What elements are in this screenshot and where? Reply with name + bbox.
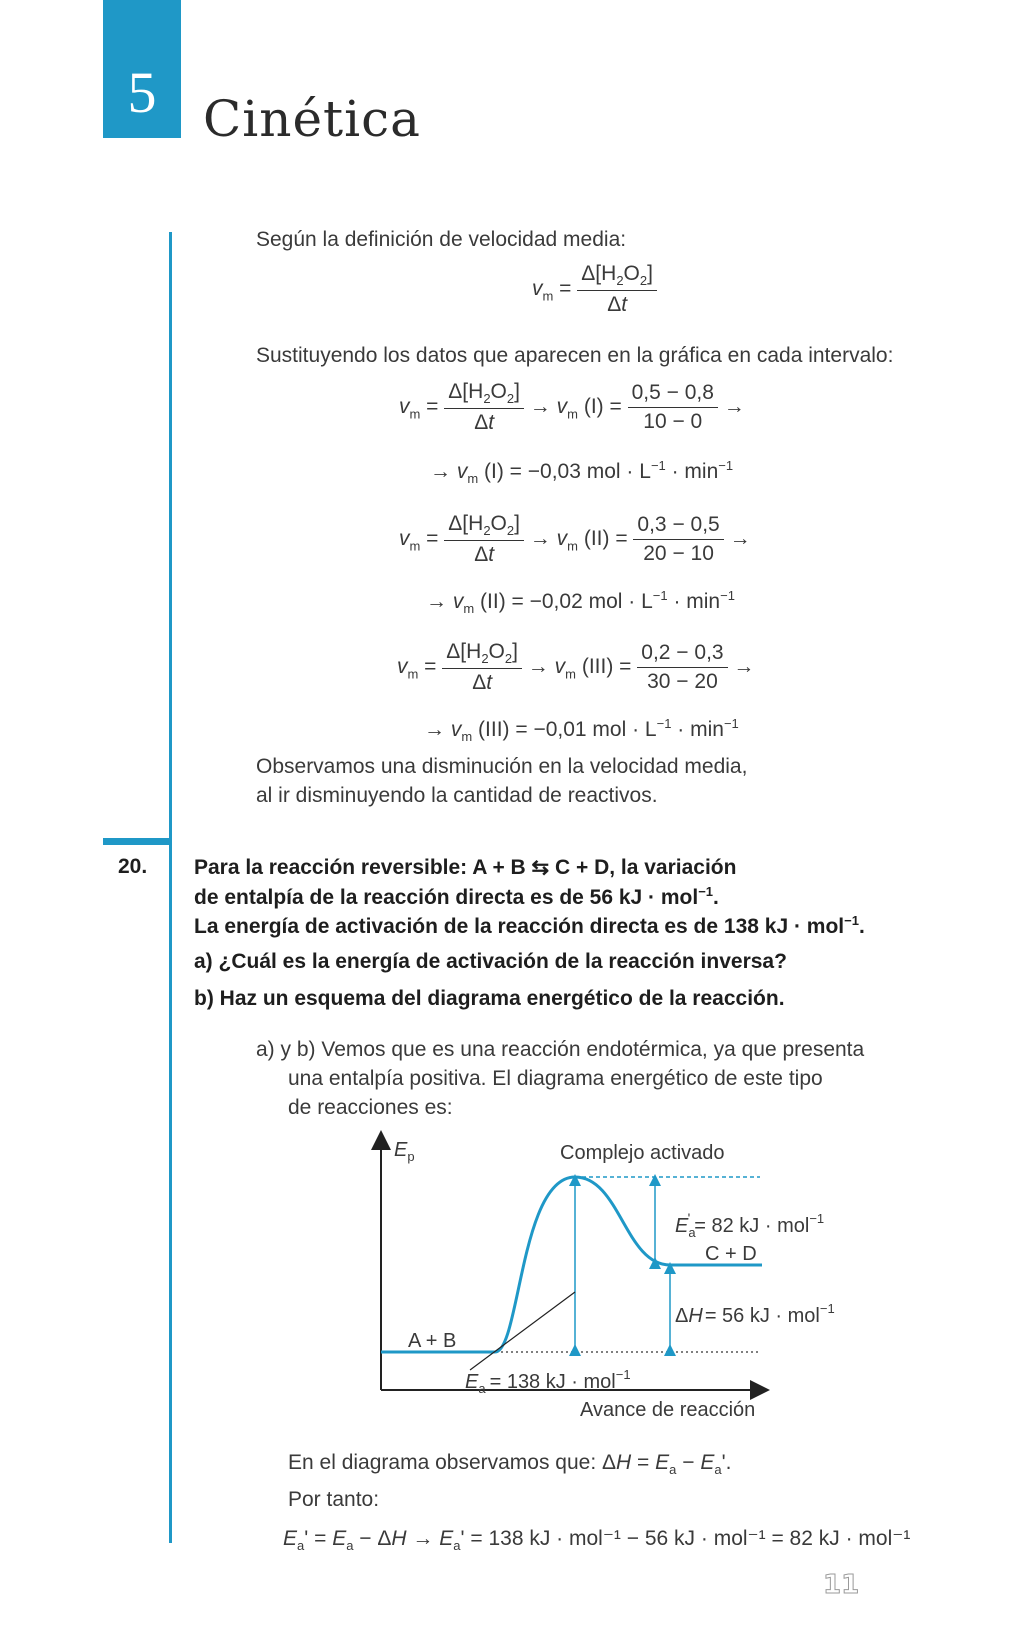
- question-bar: [103, 838, 172, 845]
- y-axis-label: $E_p$: [394, 1139, 415, 1164]
- chapter-number-box: [103, 0, 181, 138]
- final-equation: $E_a' = E_a - \Delta H \to E_a' = 138$ kJ · mol⁻¹ − 56 kJ · mol⁻¹ = 82 kJ · mol⁻¹: [283, 1527, 911, 1554]
- reactants-label: A + B: [408, 1330, 457, 1352]
- margin-rule: [169, 232, 172, 843]
- chapter-number: 5: [127, 60, 157, 125]
- peak-label: Complejo activado: [560, 1142, 725, 1164]
- substitution-text: Sustituyendo los datos que aparecen en la gráfica en cada intervalo:: [256, 344, 894, 367]
- por-tanto: Por tanto:: [288, 1488, 380, 1511]
- observe-line: En el diagrama observamos que: $\Delta H = E_a - E_a'$.: [288, 1451, 732, 1478]
- interval-2-result: → $v_m$ (II) = −0,02 mol · $L^{-1} \cdot \min^{-1}$: [426, 588, 735, 617]
- page-number: 11: [823, 1570, 860, 1600]
- question-line-2: de entalpía de la reacción directa es de 56 kJ · mol$^{-1}$.: [194, 884, 719, 909]
- interval-1-equation: $v_m$ = $\frac{\Delta[H_2O_2]}{\Delta t}$ → $v_m$ (I) = $\frac{0,5 - 0,8}{10 - 0}$ →: [399, 380, 745, 435]
- conclusion-line-2: al ir disminuyendo la cantidad de reactivos.: [256, 784, 658, 807]
- interval-3-equation: $v_m$ = $\frac{\Delta[H_2O_2]}{\Delta t}$ → $v_m$ (III) = $\frac{0,2 - 0,3}{30 - 20}$ →: [397, 640, 755, 695]
- answer-line-2: una entalpía positiva. El diagrama energético de este tipo: [288, 1067, 823, 1090]
- question-line-3: La energía de activación de la reacción directa es de 138 kJ · mol$^{-1}$.: [194, 913, 865, 938]
- conclusion-line-1: Observamos una disminución en la velocidad media,: [256, 755, 748, 778]
- energy-diagram: [370, 1130, 835, 1421]
- interval-1-result: → $v_m$ (I) = −0,03 mol · $L^{-1} \cdot \min^{-1}$: [430, 458, 734, 487]
- interval-3-result: → $v_m$ (III) = −0,01 mol · $L^{-1} \cdot \min^{-1}$: [424, 716, 739, 745]
- x-axis-label: Avance de reacción: [580, 1399, 756, 1421]
- definition-equation: $v_m$ = $\frac{\Delta[H_2O_2]}{\Delta t}$: [532, 262, 657, 317]
- question-part-a: a) ¿Cuál es la energía de activación de la reacción inversa?: [194, 950, 787, 973]
- ea-inverse-label: $E_a' = 82$ kJ · mol$^{-1}$: [675, 1210, 825, 1240]
- products-label: C + D: [705, 1243, 757, 1265]
- answer-line-3: de reacciones es:: [288, 1096, 453, 1119]
- answer-line-1: a) y b) Vemos que es una reacción endotérmica, ya que presenta: [256, 1038, 865, 1061]
- question-part-b: b) Haz un esquema del diagrama energético de la reacción.: [194, 987, 785, 1010]
- chapter-title: Cinética: [203, 90, 421, 148]
- margin-rule-lower: [169, 843, 172, 1543]
- ea-pointer-line: [470, 1292, 575, 1370]
- delta-h-label: ΔH = 56 kJ · mol$^{-1}$: [675, 1301, 835, 1327]
- interval-2-equation: $v_m$ = $\frac{\Delta[H_2O_2]}{\Delta t}$ → $v_m$ (II) = $\frac{0,3 - 0,5}{20 - 10}$ →: [399, 512, 751, 567]
- question-number: 20.: [118, 855, 148, 878]
- ea-direct-label: $E_a = 138$ kJ · mol$^{-1}$: [465, 1367, 631, 1396]
- intro-text: Según la definición de velocidad media:: [256, 228, 627, 251]
- question-line-1: Para la reacción reversible: A + B ⇆ C + D, la variación: [194, 856, 737, 879]
